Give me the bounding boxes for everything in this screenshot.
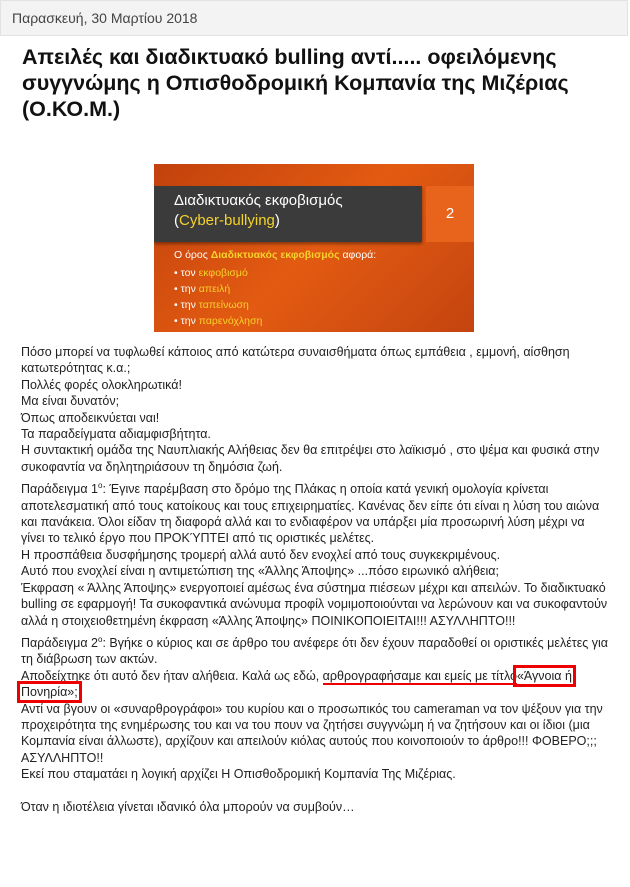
slide-subtitle: (Cyber-bullying) [174, 212, 280, 229]
post-body [21, 344, 611, 815]
highlighted-title-part-2: Πονηρία»; [21, 685, 78, 700]
paragraph: Αυτό που ενοχλεί είναι η αντιμετώπιση της «Άλλης Άποψης» ...πόσο ειρωνικό αλήθεια; [21, 564, 499, 579]
example-2-paragraph: Παράδειγμα $2^o$: Βγήκε ο κύριος και σε άρθρο του ανέφερε ότι δεν έχουν παραδοθεί οι οριστικές μελέτες για τη διάβρωση των ακτών. [21, 634, 609, 667]
slide-list-item: • την παρενόχληση [174, 315, 263, 327]
slide-number: 2 [426, 186, 474, 242]
paragraph: Τα παραδείγματα αδιαμφισβήτητα. [21, 427, 211, 442]
slide-title: Διαδικτυακός εκφοβισμός [174, 192, 343, 209]
highlighted-title-part-1: «Άγνοια ή [516, 668, 572, 683]
paragraph: Μα είναι δυνατόν; [21, 394, 120, 409]
slide-title-band [154, 186, 422, 242]
paragraph: Εκεί που σταματάει η λογική αρχίζει Η Οπισθοδρομική Κομπανία Της Μιζέριας. [21, 767, 456, 782]
slide-intro-highlight: Διαδικτυακός εκφοβισμός [210, 249, 340, 261]
slide-list [174, 265, 376, 329]
post-date-header [0, 0, 628, 36]
slide-list-item: • την ταπείνωση [174, 299, 249, 311]
paragraph: Όταν η ιδιοτέλεια γίνεται ιδανικό όλα μπορούν να συμβούν… [21, 799, 355, 814]
paragraph: Αντί να βγουν οι «συναρθρογράφοι» του κυρίου και ο προσωπικός του cameraman να τον ψέξουν για την προχειρότητα της ενημέρωσης του και να του πουν να ζητήσει συγγνώμη ή να ζητήσουν και οι ίδιοι (μια Κομπανία είναι άλλωστε), αρχίζουν και απειλούν κιόλας αυτούς που κοινοποιούν το άρθρο!!! ΦΟΒΕΡΟ;;; ΑΣΥΛΛΗΠΤΟ!! [21, 701, 603, 765]
paragraph: Όπως αποδεικνύεται ναι! [21, 410, 160, 425]
slide-list-item: • την απειλή [174, 283, 231, 295]
paragraph: Έκφραση « Άλλης Άποψης» ενεργοποιεί αμέσως ένα σύστημα πιέσεων μέχρι και απειλών. Το διαδικτυακό bulling σε εφαρμογή! Τα συκοφαντικά ανώνυμα προφίλ νομιμοποιούνται να λερώνουν και να συκοφαντούν αλλά η στοιχειοθετημένη έκφραση «Άλλης Άποψης» ΠΟΙΝΙΚΟΠΟΙΕΙΤΑΙ!!! ΑΣΥΛΛΗΠΤΟ!!! [21, 580, 608, 628]
post-date: Παρασκευή, 30 Μαρτίου 2018 [12, 10, 198, 26]
paragraph: Η συντακτική ομάδα της Ναυπλιακής Αλήθειας δεν θα επιτρέψει στο λαϊκισμό , στο ψέμα και φυσικά στην συκοφαντία να δηλητηριάσουν τη δημόσια ζωή. [21, 443, 600, 474]
slide-intro: Ο όρος Διαδικτυακός εκφοβισμός αφορά: [174, 249, 377, 261]
post-title[interactable]: Απειλές και διαδικτυακό bulling αντί..... οφειλόμενης συγγνώμης η Οπισθοδρομική Κομπανία της Μιζέριας (Ο.ΚΟ.Μ.) [22, 45, 569, 121]
paragraph: Πόσο μπορεί να τυφλωθεί κάποιος από κατώτερα συναισθήματα όπως εμπάθεια , εμμονή, αίσθηση κατωτερότητας κ.α.; [21, 345, 570, 376]
paragraph: Πολλές φορές ολοκληρωτικά! [21, 377, 182, 392]
slide-body [174, 249, 376, 329]
post-image[interactable] [154, 164, 474, 332]
paragraph: Η προσπάθεια δυσφήμησης τρομερή αλλά αυτό δεν ενοχλεί από τους συγκεκριμένους. [21, 547, 501, 562]
slide-list-item: • τον εκφοβισμό [174, 267, 248, 279]
paragraph: Αποδείχτηκε ότι αυτό δεν ήταν αλήθεια. Καλά ως εδώ, αρθρογραφήσαμε και εμείς με τίτλο«Άγνοια ή Πονηρία»; [21, 668, 572, 700]
slide-subtitle-highlight: Cyber-bullying [179, 212, 275, 229]
example-1-paragraph: Παράδειγμα $1^o$: Έγινε παρέμβαση στο δρόμο της Πλάκας η οποία κατά γενική ομολογία κρίνεται αποτελεσματική από τους κατοίκους και τους επιχειρηματίες. Κανένας δεν είπε ότι είναι η λύση του αιώνα και πανάκεια. Όλοι είδαν τη διαφορά αλλά και το ενδιαφέρον να υπάρξει μία προσωρινή λύση μέχρι να γίνει το τελικό έργο που ΠΡΟΚΎΠΤΕΙ από τις οριστικές μελέτες. [21, 481, 600, 546]
underlined-phrase: αρθρογραφήσαμε και εμείς με τίτλο [322, 668, 517, 683]
